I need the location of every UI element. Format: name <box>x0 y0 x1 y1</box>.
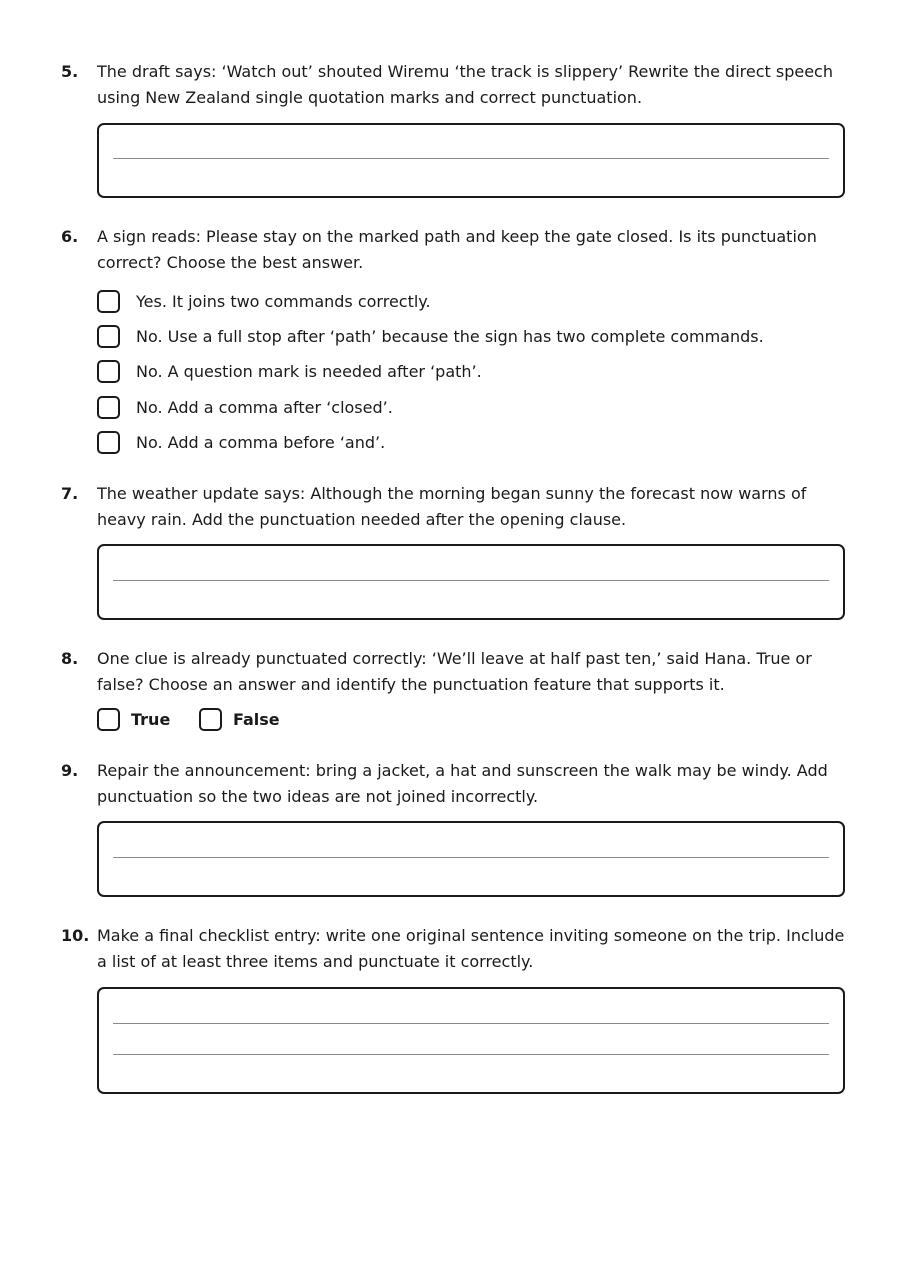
answer-box-7[interactable] <box>97 544 845 620</box>
question-text: A sign reads: Please stay on the marked path and keep the gate closed. Is its punctuation correct? Choose the best answer. <box>97 227 817 272</box>
false-label: False <box>233 710 280 729</box>
checkbox[interactable] <box>97 431 120 454</box>
checkbox[interactable] <box>97 290 120 313</box>
answer-box-9[interactable] <box>97 821 845 897</box>
option-label: No. Add a comma after ‘closed’. <box>136 398 393 417</box>
question-number: 7. <box>61 484 79 503</box>
checkbox[interactable] <box>199 708 222 731</box>
option-label: No. Add a comma before ‘and’. <box>136 433 386 452</box>
checkbox[interactable] <box>97 708 120 731</box>
answer-line <box>113 1023 829 1024</box>
answer-line <box>113 1054 829 1055</box>
checkbox[interactable] <box>97 396 120 419</box>
option-label: No. Use a full stop after ‘path’ because the sign has two complete commands. <box>136 327 764 346</box>
question-text: The weather update says: Although the morning began sunny the forecast now warns of heavy rain. Add the punctuation needed after the opening clause. <box>97 484 807 529</box>
question-text: The draft says: ‘Watch out’ shouted Wiremu ‘the track is slippery’ Rewrite the direct speech using New Zealand single quotation marks and correct punctuation. <box>97 62 833 107</box>
answer-line <box>113 580 829 581</box>
answer-line <box>113 857 829 858</box>
question-number: 8. <box>61 649 79 668</box>
question-text: One clue is already punctuated correctly: ‘We’ll leave at half past ten,’ said Hana. True or false? Choose an answer and identify the punctuation feature that supports it. <box>97 649 812 694</box>
option-label: Yes. It joins two commands correctly. <box>136 292 431 311</box>
question-number: 6. <box>61 227 79 246</box>
true-label: True <box>131 710 171 729</box>
option-label: No. A question mark is needed after ‘path’. <box>136 362 482 381</box>
checkbox[interactable] <box>97 325 120 348</box>
answer-line <box>113 158 829 159</box>
question-text: Make a final checklist entry: write one original sentence inviting someone on the trip. Include a list of at least three items and punctuate it correctly. <box>97 926 845 971</box>
question-number: 5. <box>61 62 79 81</box>
answer-box-10[interactable] <box>97 987 845 1094</box>
checkbox[interactable] <box>97 360 120 383</box>
question-text: Repair the announcement: bring a jacket, a hat and sunscreen the walk may be windy. Add punctuation so the two ideas are not joined incorrectly. <box>97 761 828 806</box>
question-number: 9. <box>61 761 79 780</box>
answer-box-5[interactable] <box>97 123 845 198</box>
question-number: 10. <box>61 926 90 945</box>
